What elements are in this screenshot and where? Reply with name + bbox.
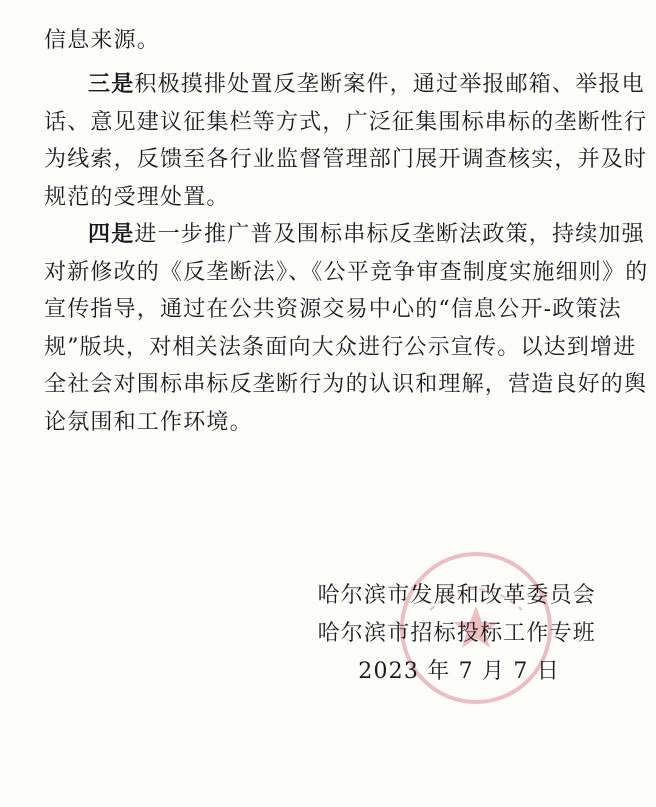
signature-date: 2023 年 7 月 7 日 [358, 659, 560, 684]
text-line: 规范的受理处置。 [44, 184, 230, 210]
paragraph-3 [44, 66, 648, 216]
text-line: 话、意见建议征集栏等方式，广泛征集围标串标的垄断性行 [44, 109, 648, 135]
text-line: 全社会对围标串标反垄断行为的认识和理解，营造良好的舆 [44, 372, 648, 397]
text-line: 规”版块，对相关法条面向大众进行公示宣传。以达到增进 [44, 334, 637, 360]
text-line: 为线索，反馈至各行业监督管理部门展开调查核实，并及时 [44, 147, 648, 172]
signature-org-1: 哈尔滨市发展和改革委员会 [317, 583, 596, 608]
signature-org-2: 哈尔滨市招标投标工作专班 [317, 621, 596, 646]
paragraph-4 [44, 216, 649, 441]
text-line: 宣传指导，通过在公共资源交易中心的“信息公开-政策法 [44, 297, 622, 322]
text-line: 论氛围和工作环境。 [44, 409, 253, 435]
paragraph-2-tail [44, 22, 616, 60]
paragraph-4-lead: 四是 [88, 221, 135, 247]
text-line: 进一步推广普及围标串标反垄断法政策，持续加强 [134, 222, 645, 247]
text-line: 信息来源。 [44, 28, 161, 53]
paragraph-3-lead: 三是 [88, 71, 135, 97]
text-line: 对新修改的《反垄断法》、《公平竞争审查制度实施细则》的 [44, 259, 649, 285]
text-line: 积极摸排处置反垄断案件，通过举报邮箱、举报电 [134, 72, 645, 97]
